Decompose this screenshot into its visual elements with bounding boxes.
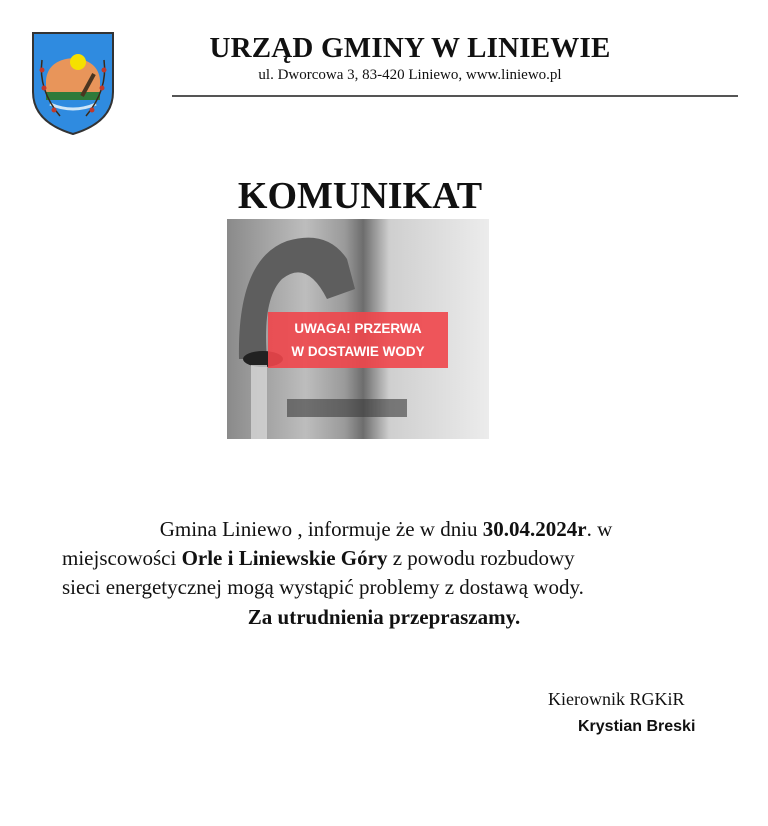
affected-places: Orle i Liniewskie Góry: [181, 546, 388, 570]
water-tap-image: [227, 219, 489, 439]
body-line-2: [62, 546, 575, 571]
signature-name: Krystian Breski: [578, 718, 696, 735]
body-line-1: [0, 517, 768, 542]
office-title: URZĄD GMINY W LINIEWIE: [209, 32, 611, 64]
announcement-heading: KOMUNIKAT: [237, 175, 483, 217]
outage-date: 30.04.2024r: [482, 517, 587, 541]
office-address: ul. Dworcowa 3, 83-420 Liniewo, www.liniewo.pl: [258, 67, 562, 83]
body-text: miejscowości: [62, 546, 182, 570]
apology-line: Za utrudnienia przepraszamy.: [247, 605, 521, 629]
body-text: Gmina Liniewo , informuje że w dniu: [159, 517, 483, 541]
body-text: . w: [586, 517, 613, 541]
banner-line-2: W DOSTAWIE WODY: [291, 344, 425, 359]
body-line-3: sieci energetycznej mogą wystąpić problemy z dostawą wody.: [62, 575, 584, 599]
banner-line-1: UWAGA! PRZERWA: [294, 321, 422, 336]
water-outage-banner: [268, 312, 448, 368]
header-divider: [172, 95, 738, 97]
signature-role: Kierownik RGKiR: [548, 689, 685, 709]
coat-of-arms-logo: [30, 30, 116, 136]
body-text: z powodu rozbudowy: [387, 546, 575, 570]
